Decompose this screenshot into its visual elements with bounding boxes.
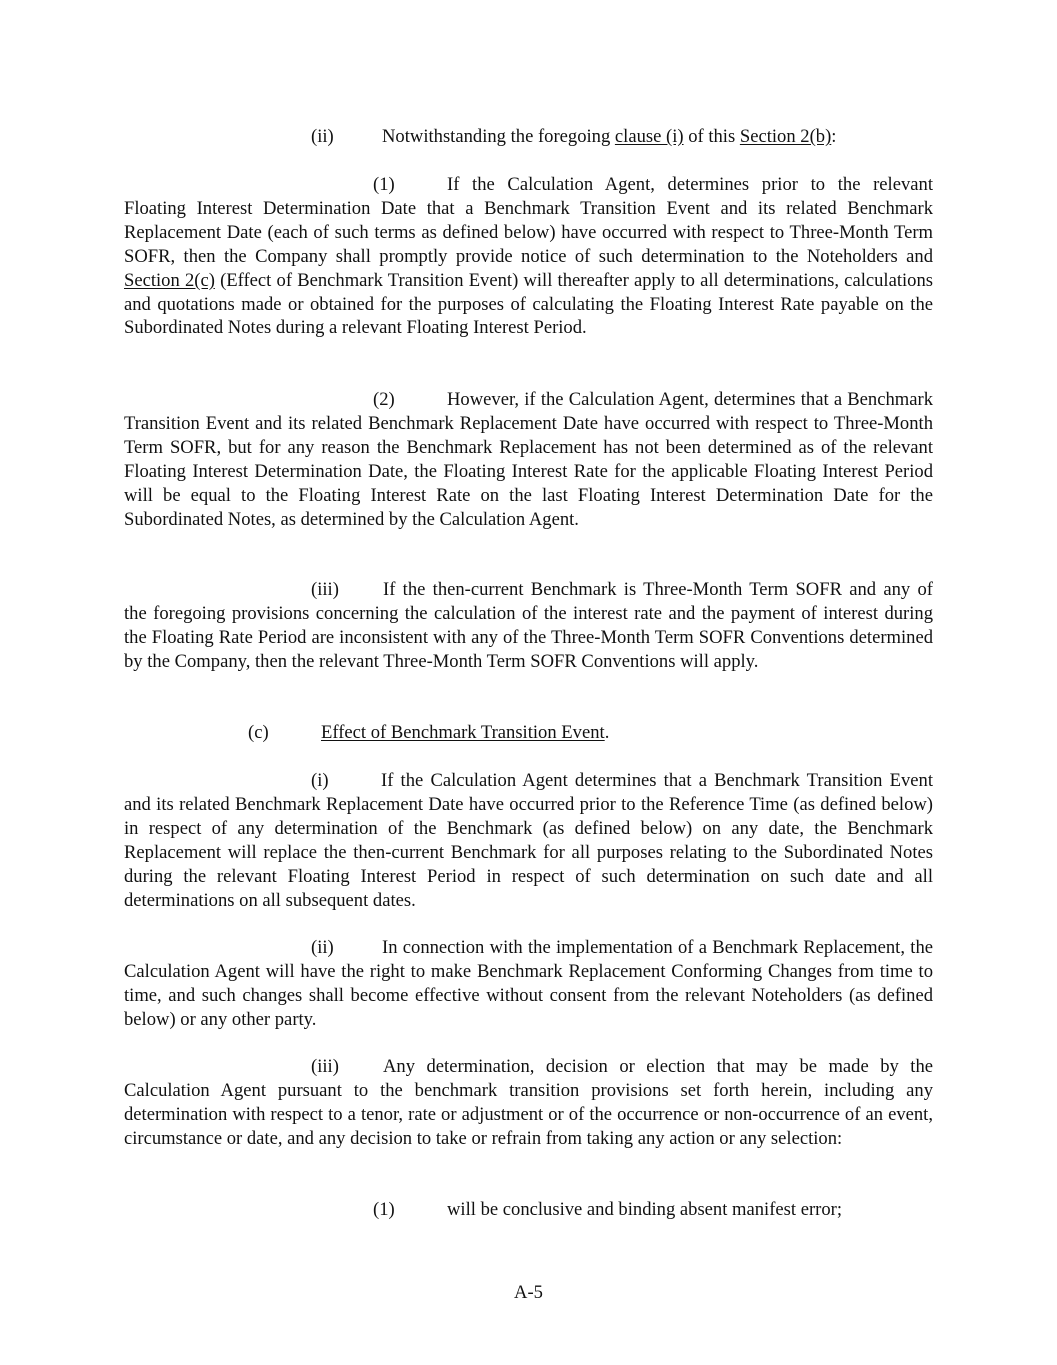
paragraph-1-determination: [124, 173, 933, 340]
paragraph-text: of this: [683, 126, 740, 147]
paragraph-text: If the Calculation Agent, determines prior to the relevant Floating Interest Determination Date that a Benchmark Transition Event and its related Benchmark Replacement Date (each of such terms as defined below) have occurred with respect to Three-Month Term SOFR, then the Company shall promptly provide notice of such determination to the Noteholders and: [124, 174, 933, 267]
paragraph-text: If the then-current Benchmark is Three-Month Term SOFR and any of the foregoing provisions concerning the calculation of the interest rate and the payment of interest during the Floating Rate Period are inconsistent with any of the Three-Month Term SOFR Conventions determined by the Company, then the relevant Three-Month Term SOFR Conventions will apply.: [124, 579, 933, 672]
section-reference: Section 2(c): [124, 269, 215, 291]
paragraph-number: (iii): [311, 1056, 339, 1077]
section-number: (c): [248, 722, 269, 743]
paragraph-c-iii-1: [373, 1198, 842, 1222]
paragraph-text: Notwithstanding the foregoing: [382, 126, 615, 147]
paragraph-number: (ii): [311, 937, 334, 958]
paragraph-number: (1): [373, 1199, 395, 1220]
clause-reference: clause (i): [614, 126, 684, 147]
paragraph-text: If the Calculation Agent determines that a Benchmark Transition Event and its related Benchmark Replacement Date have occurred prior to the Reference Time (as defined below) in respect of any determination of the Benchmark (as defined below) on any date, the Benchmark Replacement will replace the then-current Benchmark for all purposes relating to the Subordinated Notes during the relevant Floating Interest Period in respect of such determination on such date and all determinations on all subsequent dates.: [124, 770, 933, 911]
paragraph-number: (1): [373, 174, 395, 195]
paragraph-number: (i): [311, 770, 329, 791]
paragraph-c-ii: [124, 936, 933, 1032]
paragraph-c-iii: [124, 1055, 933, 1151]
paragraph-text: Any determination, decision or election that may be made by the Calculation Agent pursuant to the benchmark transition provisions set forth herein, including any determination with respect to a tenor, rate or adjustment or of the occurrence or non-occurrence of an event, circumstance or date, and any decision to take or refrain from taking any action or any selection:: [124, 1056, 933, 1149]
page-number: A-5: [514, 1282, 543, 1303]
paragraph-text: :: [831, 126, 837, 147]
section-title-end: .: [604, 722, 610, 743]
paragraph-number: (iii): [311, 579, 339, 600]
paragraph-number: (2): [373, 389, 395, 410]
paragraph-text: (Effect of Benchmark Transition Event) will thereafter apply to all determinations, calculations and quotations made or obtained for the purposes of calculating the Floating Interest Rate payable on the Subordinated Notes during a relevant Floating Interest Period.: [124, 269, 933, 339]
paragraph-2-however: [124, 388, 933, 531]
paragraph-c-i: [124, 769, 933, 912]
paragraph-text: In connection with the implementation of a Benchmark Replacement, the Calculation Agent will have the right to make Benchmark Replacement Conforming Changes from time to time, and such changes shall become effective without consent from the relevant Noteholders (as defined below) or any other party.: [124, 937, 933, 1030]
paragraph-number: (ii): [311, 126, 334, 147]
section-title: Effect of Benchmark Transition Event: [321, 722, 605, 743]
paragraph-text: However, if the Calculation Agent, determines that a Benchmark Transition Event and its related Benchmark Replacement Date have occurred with respect to Three-Month Term SOFR, but for any reason the Benchmark Replacement has not been determined as of the relevant Floating Interest Determination Date, the Floating Interest Rate for the applicable Floating Interest Period will be equal to the Floating Interest Rate on the last Floating Interest Determination Date for the Subordinated Notes, as determined by the Calculation Agent.: [124, 389, 933, 530]
paragraph-iii-three-month-sofr: [124, 578, 933, 674]
paragraph-ii-notwithstanding: [311, 125, 836, 149]
paragraph-text: will be conclusive and binding absent manifest error;: [447, 1199, 843, 1220]
section-c-heading: [248, 721, 609, 745]
section-reference: Section 2(b): [739, 126, 832, 147]
